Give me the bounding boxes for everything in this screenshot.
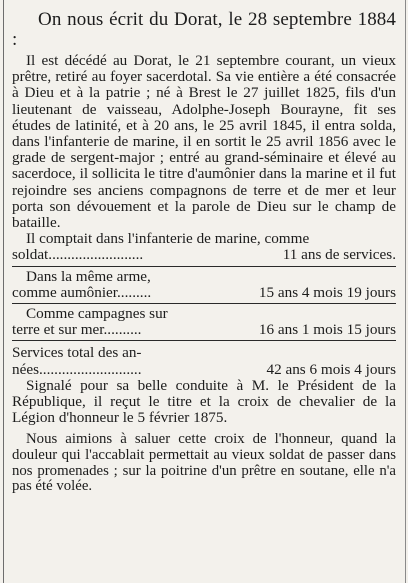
service-label: Dans la même arme, xyxy=(26,267,151,285)
service-value: 11 ans de services. xyxy=(282,246,396,264)
honour-paragraph: Signalé pour sa belle conduite à M. le Président de la République, il reçut le titre et la croix de chevalier de la Légion d'honneur le 5 février 1875. xyxy=(12,376,396,427)
service-label: comme aumônier......... xyxy=(12,283,152,301)
divider xyxy=(12,266,396,267)
service-label: soldat......................... xyxy=(12,246,144,264)
service-record xyxy=(12,231,396,378)
obituary-paragraph: Il est décédé au Dorat, le 21 septembre courant, un vieux prêtre, retiré au foyer sacerdotal. Sa vie entière a été consacrée à Dieu et à la patrie ; né à Brest le 27 juillet 1825, fils d'un lieutenant de vaisseau, Adolphe-Joseph Bourayne, fit ses études de latinité, et à 20 ans, le 25 avril 1845, il entra solda, dans l'infanterie de marine, il en sortit le 25 avril 1856 avec le grade de sergent-major ; entré au grand-séminaire et élevé au sacerdoce, il sollicita le titre d'aumônier dans la marine et il fut rejoindre ses anciens compagnons de terre et de mer et leur porta son dévouement et la parole de Dieu sur le champ de bataille. xyxy=(12,52,396,232)
closing-paragraph: Nous aimions à saluer cette croix de l'honneur, quand la douleur qui l'accablait permettait au vieux soldat de passer dans nos promenades ; sur la poitrine d'un prêtre en soutane, elle n'a pas été volée. xyxy=(12,431,396,495)
service-label: Comme campagnes sur xyxy=(26,305,168,323)
column-rule-left xyxy=(3,0,4,583)
service-row-total-heading xyxy=(12,345,396,361)
dateline-heading: On nous écrit du Dorat, le 28 septembre 1884 : xyxy=(12,9,396,50)
divider xyxy=(12,303,396,304)
service-intro: Il comptait dans l'infanterie de marine, comme xyxy=(26,230,310,248)
service-value: 16 ans 1 mois 15 jours xyxy=(258,321,396,339)
service-value: 42 ans 6 mois 4 jours xyxy=(266,360,396,378)
service-row-total xyxy=(12,362,396,378)
service-row-soldier xyxy=(12,247,396,263)
divider xyxy=(12,340,396,341)
service-label: Services total des an- xyxy=(12,344,142,362)
service-row-chaplain xyxy=(12,285,396,301)
column-rule-right xyxy=(405,0,406,583)
service-value: 15 ans 4 mois 19 jours xyxy=(258,283,396,301)
service-label: nées........................... xyxy=(12,360,142,378)
service-row-campaigns xyxy=(12,322,396,338)
service-row-chaplain-heading xyxy=(12,269,396,285)
service-label: terre et sur mer.......... xyxy=(12,321,142,339)
service-row-campaigns-heading xyxy=(12,306,396,322)
